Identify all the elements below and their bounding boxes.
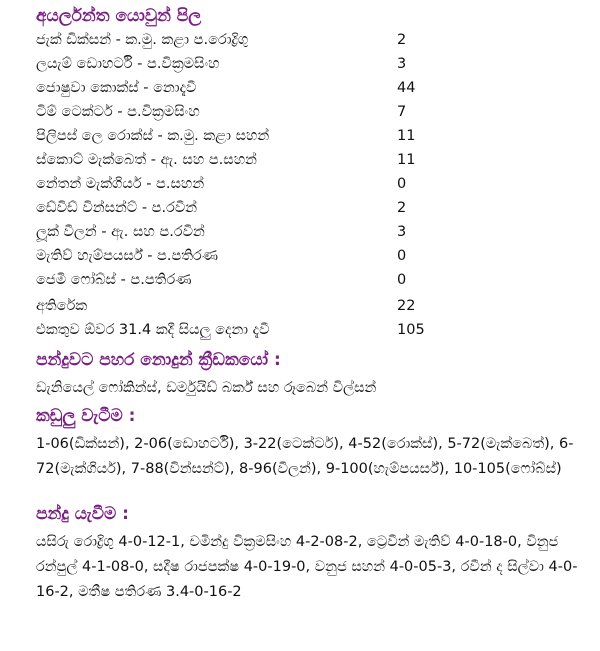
batsman-score: 44 [397, 80, 416, 96]
batting-row [36, 220, 596, 244]
extras-label: අතිරේක [36, 298, 88, 314]
batting-row [36, 52, 596, 76]
batting-row [36, 172, 596, 196]
batsman-score: 3 [397, 56, 407, 72]
batting-row [36, 28, 596, 52]
batsman-dismissal: පිලිපස් ලෙ රොක්ස් - ක.මු. කළා සහන් [36, 128, 270, 144]
batsman-dismissal: මැතිව් හැම්පයර්ස් - ප.පතිරණ [36, 248, 219, 264]
fall-of-wickets-text: 1-06(ඩික්සන්), 2-06(ඩොහර්ටි), 3-22(ටෙක්ටර්), 4-52(රොක්ස්), 5-72(මැක්බෙත්), 6-72(මැක්ගියර්), 7-88(වින්සන්ට්), 8-96(වීලන්), 9-100(හැම්පයර්ස්), 10-105(ෆෝබ්ස්) [36, 436, 574, 477]
batting-row [36, 268, 596, 292]
batsman-dismissal: ටිම් ටෙක්ටර් - ප.වික්‍රමසිංහ [36, 104, 200, 120]
batsman-dismissal: ජොෂුවා කොක්ස් - නොදැවී [36, 80, 197, 96]
batting-row [36, 124, 596, 148]
batsman-dismissal: ලූක් වීලන් - ඇ. සහ ප.රවීන් [36, 224, 205, 240]
batsman-score: 2 [397, 200, 407, 216]
batting-row [36, 148, 596, 172]
batsman-dismissal: ජෙමී ෆෝබ්ස් - ප.පතිරණ [36, 272, 192, 288]
did-not-bat-text: ඩැනියෙල් ෆෝකින්ස්, ඩර්මුයිඩ් බර්ක් සහ රූබෙන් විල්සන් [36, 380, 377, 396]
batsman-dismissal: ඩේවිඩ් වින්සන්ට් - ප.රවීන් [36, 200, 198, 216]
batting-row [36, 244, 596, 268]
total-row [36, 318, 596, 342]
batting-team-heading: අයර්ලන්ත යොවුන් පිල [36, 6, 202, 26]
batsman-score: 7 [397, 104, 407, 120]
batsman-score: 11 [397, 128, 416, 144]
batting-row [36, 196, 596, 220]
batsman-score: 3 [397, 224, 407, 240]
batsman-dismissal: නේතන් මැක්ගියර් - ප.සහන් [36, 176, 205, 192]
did-not-bat-heading: පන්දුවට පහර නොදුන් ක්‍රීඩකයෝ : [36, 350, 281, 370]
batsman-score: 11 [397, 152, 416, 168]
fall-of-wickets-heading: කඩුලු වැටීම : [36, 406, 136, 426]
batting-row [36, 76, 596, 100]
batsman-score: 2 [397, 32, 407, 48]
batsman-dismissal: ලයැම් ඩොහර්ටි - ප.වික්‍රමසිංහ [36, 56, 220, 72]
extras-row [36, 294, 596, 318]
batting-row [36, 100, 596, 124]
extras-value: 22 [397, 298, 416, 314]
bowling-figures-text: යසිරු රොද්‍රිගු 4-0-12-1, චමින්දු වික්‍රමසිංහ 4-2-08-2, ට්‍රෙවීන් මැතිව් 4-0-18-0, විනුජ රන්පුල් 4-1-08-0, සදීෂ රාජපක්ෂ 4-0-19-0, වනුජ සහන් 4-0-05-3, රවීන් ද සිල්වා 4-0-16-2, මතීෂ පතිරණ 3.4-0-16-2 [36, 534, 578, 600]
batsman-dismissal: ජැක් ඩික්සන් - ක.මු. කළා ප.රොද්‍රිගු [36, 32, 249, 48]
batsman-score: 0 [397, 272, 407, 288]
total-label: එකතුව ඕවර 31.4 කදී සියලු දෙනා දැවී [36, 322, 270, 338]
bowling-heading: පන්දු යැවීම : [36, 504, 129, 524]
total-value: 105 [397, 322, 425, 338]
batsman-score: 0 [397, 176, 407, 192]
batsman-dismissal: ස්කොට් මැක්බෙත් - ඇ. සහ ප.සහන් [36, 152, 257, 168]
batsman-score: 0 [397, 248, 407, 264]
